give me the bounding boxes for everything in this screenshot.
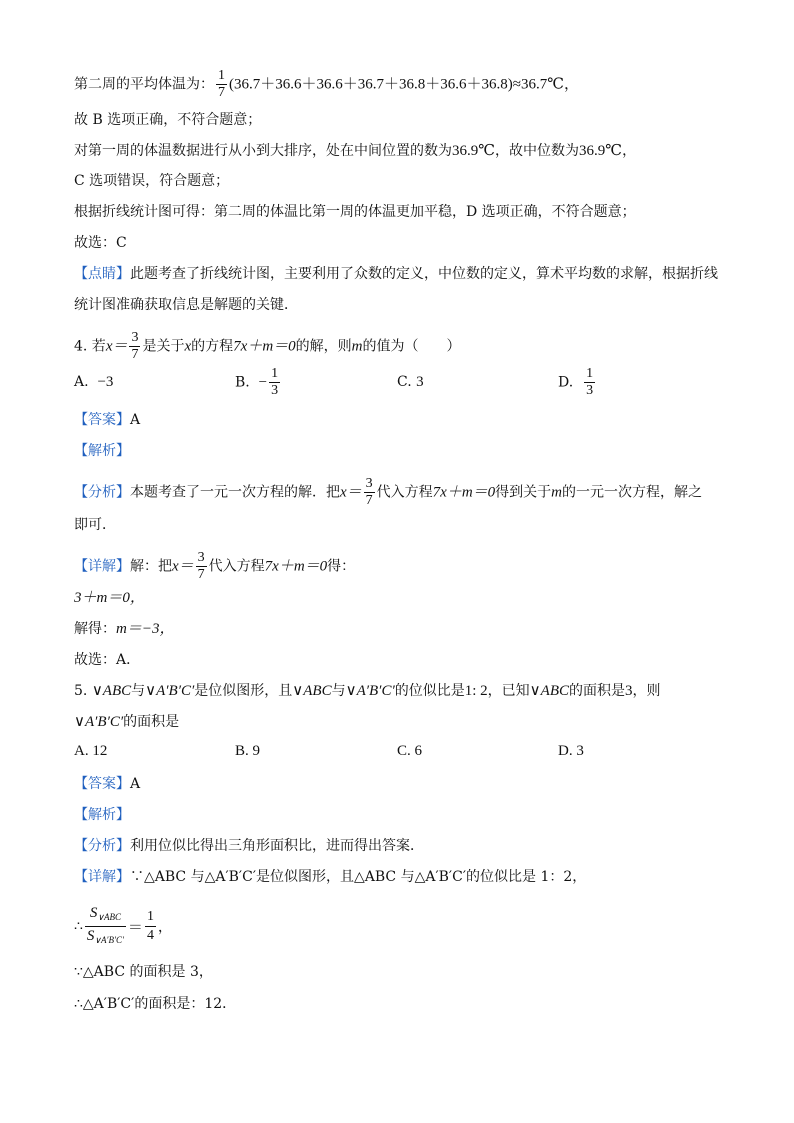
q4-analysis-tag: 【解析】	[74, 443, 130, 459]
q5-fenxi: 【分析】利用位似比得出三角形面积比，进而得出答案．	[74, 838, 424, 854]
q5-because-area: ∵△ABC 的面积是 3，	[74, 964, 213, 980]
one-quarter-fraction: $\frac{1}{4}$	[146, 909, 154, 943]
line-choose-c: 故选：C	[74, 235, 127, 251]
dianjing-tag: 【点睛】	[74, 266, 130, 282]
line-dianjing: 【点睛】此题考查了折线统计图，主要利用了众数的定义，中位数的定义，算术平均数的求解，根据折线	[74, 266, 718, 282]
q5-option-a: A. 12	[74, 743, 108, 759]
line-b-correct: 故 B 选项正确，不符合题意；	[74, 112, 262, 128]
q5-option-c: C. 6	[397, 743, 423, 759]
q5-area-ratio: ∴ $\frac{S_{\vee ABC}}{S_{\vee A'B'C'}}$ ＝ $\frac{1}{4}$ ，	[74, 904, 172, 949]
text: 第二周的平均体温为：	[74, 76, 214, 93]
line-d-correct: 根据折线统计图可得：第二周的体温比第一周的体温更加平稳，D 选项正确，不符合题意；	[74, 204, 636, 220]
equation: 7x＋m＝0	[233, 338, 296, 355]
q5-option-b: B. 9	[235, 743, 261, 759]
q4-step-2: 解得：m＝−3，	[74, 621, 175, 637]
q5-option-d: D. 3	[558, 743, 584, 759]
q5-analysis-tag: 【解析】	[74, 807, 130, 823]
q4-detail: 【详解】解：把x＝ $\frac{3}{7}$ 代入方程7x＋m＝0得：	[74, 550, 356, 582]
q5-result: ∴△A′B′C′的面积是：12．	[74, 996, 237, 1012]
fraction-three-sevenths: $\frac{3}{7}$	[131, 330, 139, 362]
q4-fenxi-2: 即可．	[74, 517, 116, 533]
q4-option-d: D. $\frac{1}{3}$	[558, 366, 594, 398]
question-5: 5. ∨ABC与∨A′B′C′是位似图形，且∨ABC与∨A′B′C′的位似比是1: 2，已知∨ABC的面积是3，则	[74, 683, 661, 699]
line-dianjing-2: 统计图准确获取信息是解题的关键．	[74, 297, 298, 313]
q4-option-a: A. −3	[74, 374, 114, 390]
mean-expression: (36.7＋36.6＋36.6＋36.7＋36.8＋36.6＋36.8)≈36.7℃，	[229, 76, 580, 93]
q5-answer: 【答案】A	[74, 776, 141, 792]
line-median: 对第一周的体温数据进行从小到大排序，处在中间位置的数为36.9℃，故中位数为36.9℃，	[74, 143, 637, 159]
line-mean-week2	[74, 68, 579, 101]
area-ratio-fraction: $\frac{S_{\vee ABC}}{S_{\vee A'B'C'}}$	[86, 905, 124, 945]
q4-option-b: B. − $\frac{1}{3}$	[235, 366, 279, 398]
q4-answer: 【答案】A	[74, 412, 141, 428]
question-4: 4. 若x＝ $\frac{3}{7}$ 是关于x的方程7x＋m＝0的解，则m的值为（ ）	[74, 330, 461, 362]
question-5-line-2: ∨A′B′C′的面积是	[74, 714, 180, 730]
fraction-one-seventh: $\frac{1}{7}$	[218, 68, 225, 100]
q4-fenxi: 【分析】本题考查了一元一次方程的解．把x＝ $\frac{3}{7}$ 代入方程7x＋m＝0得到关于m的一元一次方程，解之	[74, 476, 703, 508]
median-value-2: 36.9℃	[579, 143, 623, 159]
q5-detail: 【详解】∵△ABC 与△A′B′C′是位似图形，且△ABC 与△A′B′C′的位似比是 1：2，	[74, 869, 587, 885]
q4-step-3: 故选：A．	[74, 652, 141, 668]
median-value: 36.9℃	[452, 143, 496, 159]
q4-step-1: 3＋m＝0，	[74, 590, 145, 606]
q4-option-c: C. 3	[397, 374, 424, 390]
line-c-wrong: C 选项错误，符合题意；	[74, 173, 230, 189]
